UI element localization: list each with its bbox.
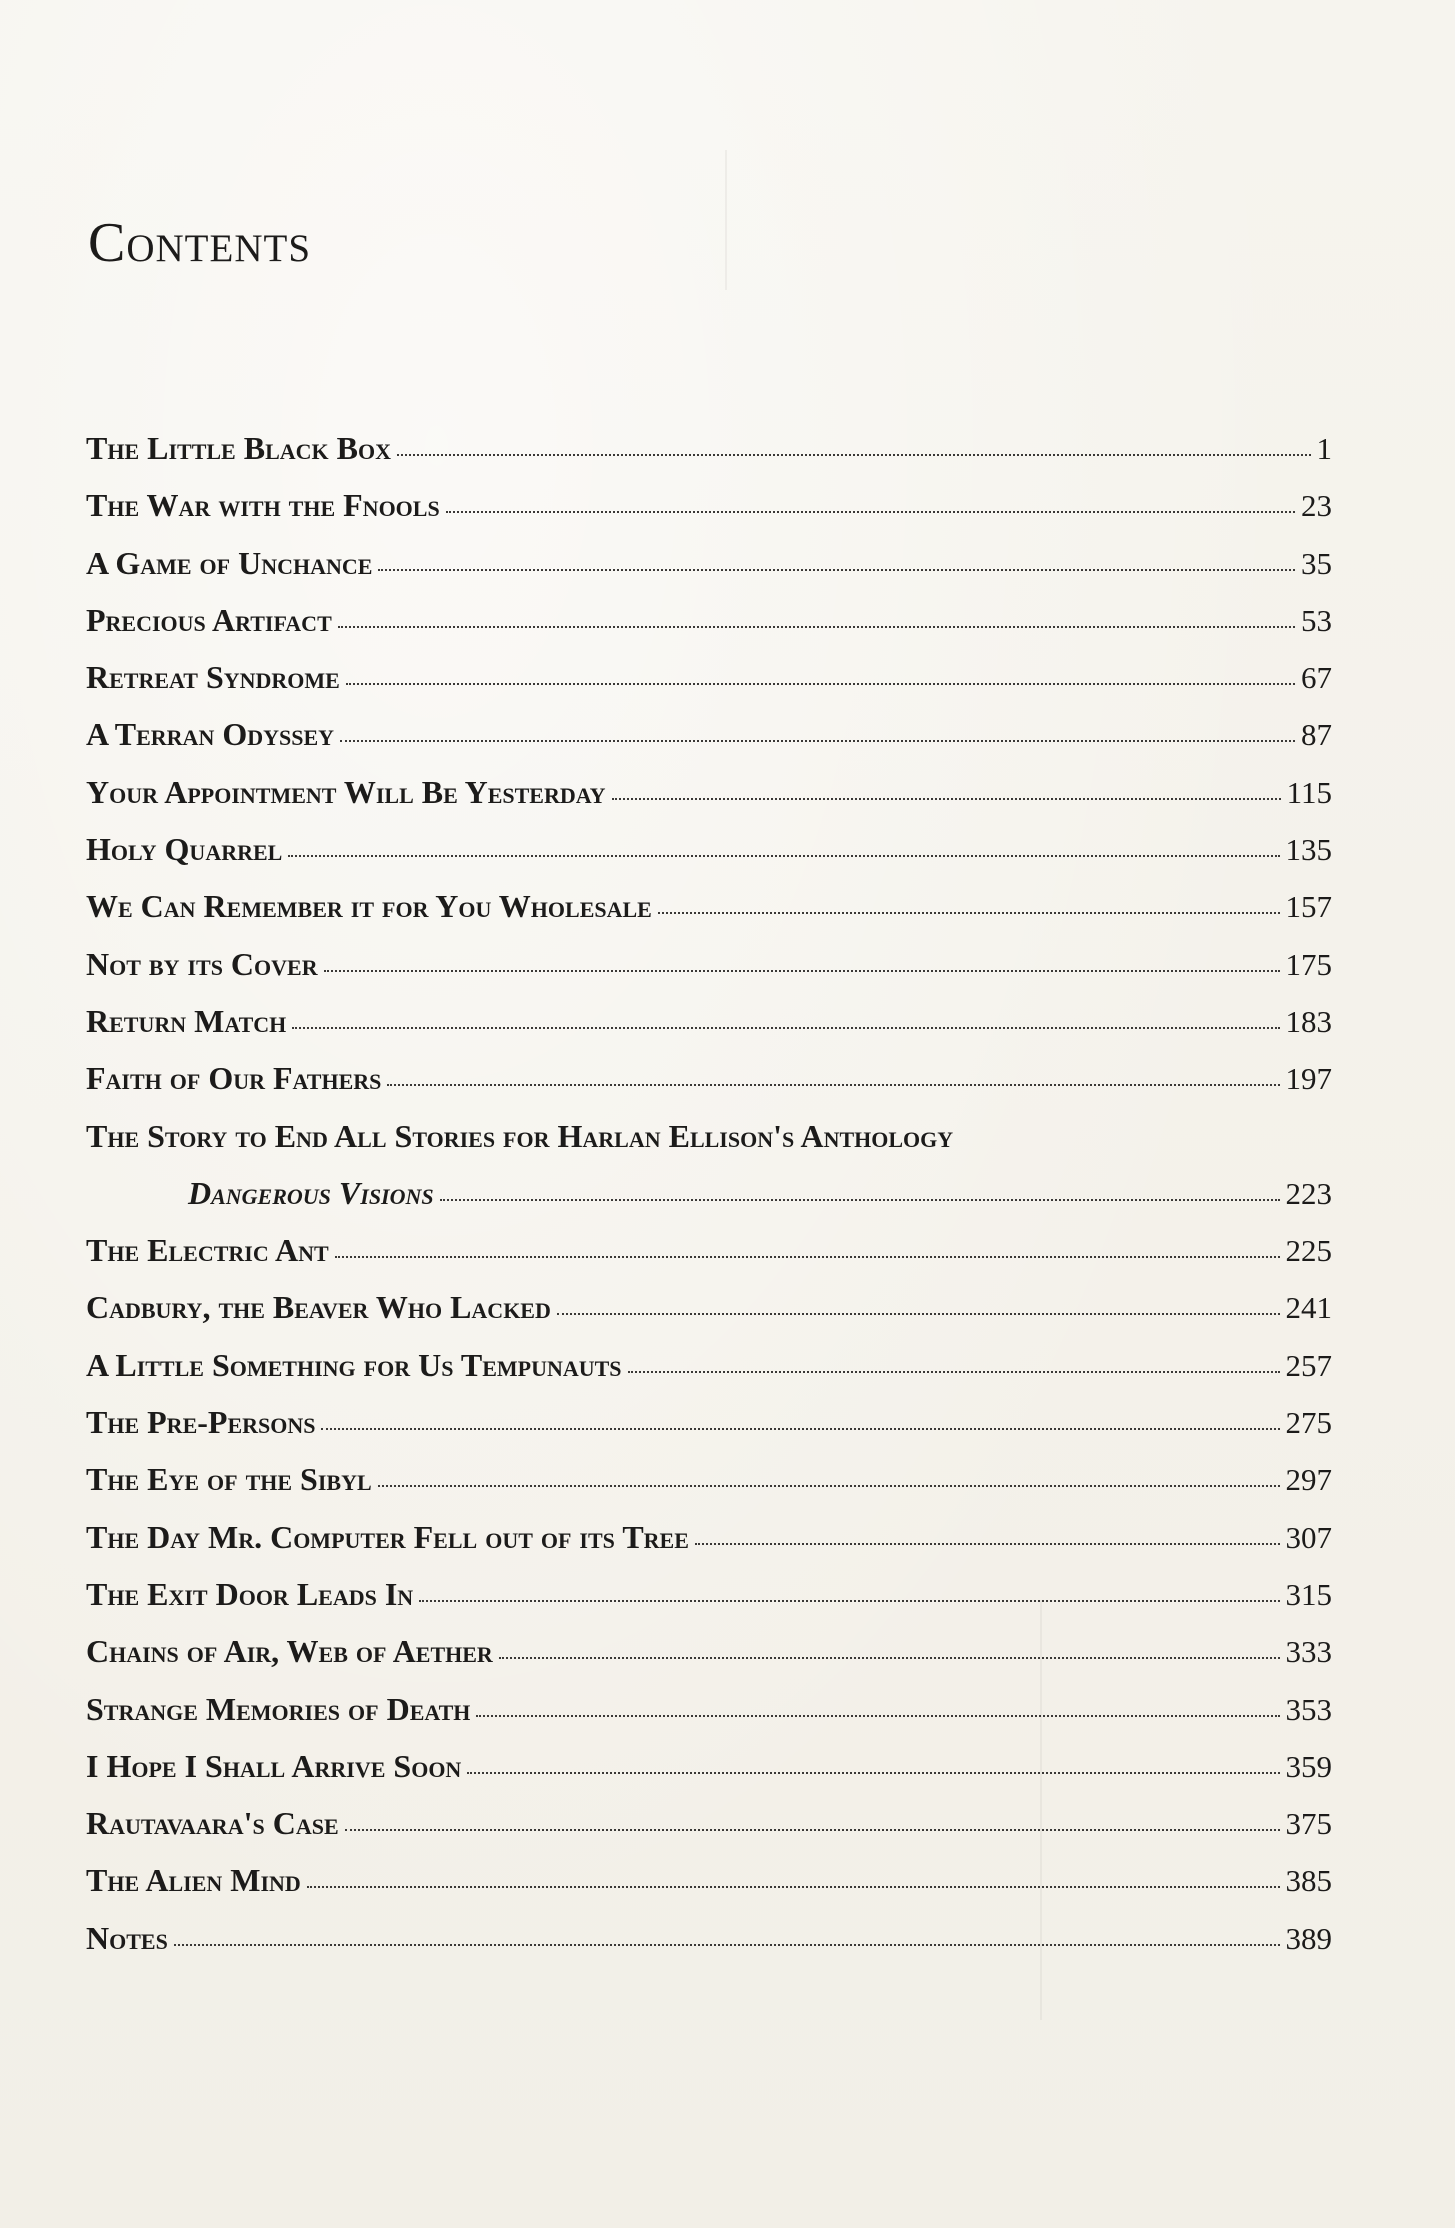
entry-page: 197 xyxy=(1285,1061,1332,1097)
entry-title: The Little Black Box xyxy=(86,430,391,466)
entry-page: 389 xyxy=(1285,1920,1332,1956)
toc-entry xyxy=(86,945,1332,1005)
toc-entry xyxy=(86,1575,1332,1635)
dot-leader xyxy=(467,1772,1279,1774)
toc-entry xyxy=(86,1346,1332,1406)
entry-title: Strange Memories of Death xyxy=(86,1690,471,1727)
entry-page: 353 xyxy=(1285,1691,1332,1727)
dot-leader xyxy=(345,1829,1280,1831)
toc-entry xyxy=(86,1807,1332,1864)
entry-page: 23 xyxy=(1301,488,1332,524)
entry-page: 385 xyxy=(1285,1863,1332,1899)
toc-entry xyxy=(86,718,1332,775)
dot-leader xyxy=(499,1657,1280,1659)
entry-title: Your Appointment Will Be Yesterday xyxy=(86,773,606,810)
entry-title: The Eye of the Sibyl xyxy=(86,1461,372,1498)
dot-leader xyxy=(335,1256,1280,1258)
entry-page: 157 xyxy=(1285,889,1332,925)
entry-title: Holy Quarrel xyxy=(86,831,283,868)
entry-page: 183 xyxy=(1285,1003,1332,1039)
entry-page: 53 xyxy=(1301,602,1332,638)
entry-page: 241 xyxy=(1285,1290,1332,1326)
toc-entry xyxy=(86,890,1332,947)
toc-entry xyxy=(86,1117,1332,1177)
toc-entry xyxy=(86,1291,1332,1348)
entry-page: 307 xyxy=(1285,1519,1332,1555)
entry-page: 225 xyxy=(1285,1233,1332,1269)
entry-title: The Alien Mind xyxy=(86,1862,301,1899)
dot-leader xyxy=(419,1600,1279,1602)
toc-entry xyxy=(86,1518,1332,1578)
entry-title: The Day Mr. Computer Fell out of its Tree xyxy=(86,1518,689,1555)
toc-entry xyxy=(86,1919,1332,1979)
dot-leader xyxy=(387,1084,1279,1086)
toc-entry xyxy=(86,544,1332,604)
entry-page: 375 xyxy=(1285,1806,1332,1842)
dot-leader xyxy=(557,1313,1280,1315)
entry-title: Faith of Our Fathers xyxy=(86,1060,382,1097)
dot-leader xyxy=(338,626,1295,628)
entry-subtitle: Dangerous Visions xyxy=(188,1174,434,1211)
dot-leader xyxy=(446,511,1295,513)
entry-title: Notes xyxy=(86,1919,168,1956)
entry-page: 115 xyxy=(1286,774,1332,810)
dot-leader xyxy=(612,798,1281,800)
dot-leader xyxy=(397,454,1311,456)
entry-title: The War with the Fnools xyxy=(86,487,440,524)
dot-leader xyxy=(658,912,1280,914)
entry-title: Return Match xyxy=(86,1002,287,1039)
toc-entry xyxy=(86,1062,1332,1119)
entry-page: 333 xyxy=(1285,1634,1332,1670)
entry-title: The Pre-Persons xyxy=(86,1404,316,1441)
dot-leader xyxy=(628,1371,1280,1373)
entry-title: The Electric Ant xyxy=(86,1232,329,1269)
entry-title: Chains of Air, Web of Aether xyxy=(86,1633,493,1670)
entry-title: We Can Remember it for You Wholesale xyxy=(86,888,652,925)
toc-entry xyxy=(86,1463,1332,1520)
toc-entry xyxy=(86,432,1332,489)
dot-leader xyxy=(324,970,1280,972)
toc-entry xyxy=(86,489,1332,546)
entry-page: 87 xyxy=(1301,717,1332,753)
dot-leader xyxy=(307,1886,1280,1888)
toc-entry xyxy=(86,1002,1332,1062)
toc-entry xyxy=(86,1635,1332,1692)
toc-entry xyxy=(86,601,1332,661)
dot-leader xyxy=(440,1199,1280,1201)
toc-entry xyxy=(86,833,1332,890)
entry-title: A Terran Odyssey xyxy=(86,716,335,753)
entry-page: 67 xyxy=(1301,660,1332,696)
entry-page: 175 xyxy=(1285,946,1332,982)
dot-leader xyxy=(476,1715,1279,1717)
toc-entry xyxy=(86,1234,1332,1291)
toc-entry xyxy=(86,661,1332,718)
toc-entry xyxy=(86,1690,1332,1750)
entry-page: 359 xyxy=(1285,1748,1332,1784)
entry-title: A Game of Unchance xyxy=(86,544,373,581)
dot-leader xyxy=(378,569,1295,571)
dot-leader xyxy=(288,855,1279,857)
entry-page: 275 xyxy=(1285,1405,1332,1441)
entry-title: Cadbury, the Beaver Who Lacked xyxy=(86,1289,551,1326)
entry-title: A Little Something for Us Tempunauts xyxy=(86,1346,622,1383)
entry-title: Retreat Syndrome xyxy=(86,659,340,696)
toc-entry xyxy=(86,1864,1332,1921)
entry-page: 135 xyxy=(1285,832,1332,868)
entry-page: 297 xyxy=(1285,1462,1332,1498)
entry-title: Rautavaara's Case xyxy=(86,1805,339,1842)
dot-leader xyxy=(695,1543,1280,1545)
toc-entry-continuation xyxy=(86,1174,1332,1234)
entry-page: 35 xyxy=(1301,545,1332,581)
toc-entry xyxy=(86,773,1332,833)
entry-title: The Story to End All Stories for Harlan Ellison's Anthology xyxy=(86,1117,954,1154)
entry-title: The Exit Door Leads In xyxy=(86,1575,414,1612)
paper-crease xyxy=(725,150,727,290)
entry-page: 257 xyxy=(1285,1347,1332,1383)
dot-leader xyxy=(321,1428,1279,1430)
dot-leader xyxy=(378,1485,1280,1487)
toc-entry xyxy=(86,1747,1332,1807)
dot-leader xyxy=(340,740,1295,742)
entry-title: I Hope I Shall Arrive Soon xyxy=(86,1747,462,1784)
page-title: Contents xyxy=(88,212,312,274)
table-of-contents xyxy=(86,432,1332,1979)
entry-page: 1 xyxy=(1316,431,1332,466)
entry-page: 315 xyxy=(1285,1576,1332,1612)
entry-title: Not by its Cover xyxy=(86,945,318,982)
entry-title: Precious Artifact xyxy=(86,601,332,638)
toc-entry xyxy=(86,1406,1332,1463)
dot-leader xyxy=(292,1027,1279,1029)
dot-leader xyxy=(174,1944,1280,1946)
entry-page: 223 xyxy=(1285,1175,1332,1211)
dot-leader xyxy=(346,683,1295,685)
